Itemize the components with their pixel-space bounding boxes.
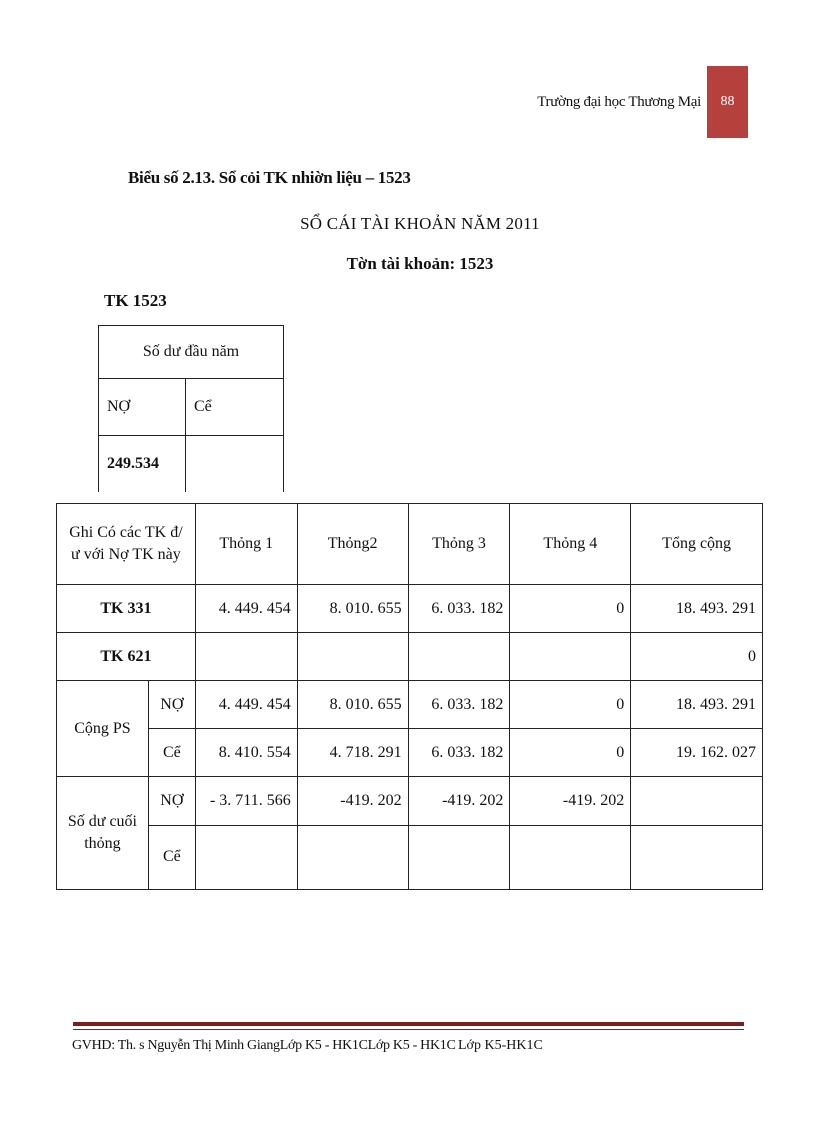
cell-value (297, 633, 408, 681)
total-header: Tổng cộng (631, 504, 763, 585)
table-row (57, 777, 763, 826)
debit-label: NỢ (148, 681, 195, 729)
cell-value: 8. 410. 554 (195, 729, 297, 777)
credit-label: Cể (148, 825, 195, 889)
month-header: Thỏng2 (297, 504, 408, 585)
corner-header: Ghi Có các TK đ/ ư với Nợ TK này (57, 504, 196, 585)
cell-value: 4. 449. 454 (195, 681, 297, 729)
cell-value: -419. 202 (408, 777, 510, 826)
page-number-badge (707, 66, 748, 138)
table-row (57, 729, 763, 777)
cell-value: 8. 010. 655 (297, 681, 408, 729)
opening-debit-label: NỢ (99, 379, 186, 436)
opening-debit-value: 249.534 (99, 436, 186, 493)
month-header: Thỏng 1 (195, 504, 297, 585)
cell-value (195, 633, 297, 681)
table-row (57, 633, 763, 681)
footer-class: Lớp K5-HK1C (458, 1038, 543, 1053)
figure-caption: Biểu số 2.13. Sổ cỏi TK nhiờn liệu – 1523 (128, 168, 411, 187)
opening-balance-heading: Số dư đầu năm (99, 326, 284, 379)
cell-value: 6. 033. 182 (408, 585, 510, 633)
account-code: TK 1523 (104, 291, 167, 310)
cong-ps-label: Cộng PS (57, 681, 149, 777)
row-total: 18. 493. 291 (631, 681, 763, 729)
row-total: 18. 493. 291 (631, 585, 763, 633)
month-header: Thỏng 4 (510, 504, 631, 585)
cell-value (408, 825, 510, 889)
cell-value: - 3. 711. 566 (195, 777, 297, 826)
cell-value (408, 633, 510, 681)
footer-rule (73, 1029, 744, 1030)
row-total (631, 777, 763, 826)
cell-value: 0 (510, 729, 631, 777)
cell-value: 0 (510, 681, 631, 729)
cell-value (510, 825, 631, 889)
cell-value: 0 (510, 585, 631, 633)
cell-value: 8. 010. 655 (297, 585, 408, 633)
row-total (631, 825, 763, 889)
school-name: Trường đại học Thương Mại (537, 94, 701, 110)
opening-credit-value (186, 436, 284, 493)
footer-instructor: GVHD: Th. s Nguyễn Thị Minh GiangLớp K5 - HK1CLớp K5 - HK1C (72, 1038, 456, 1053)
cell-value (510, 633, 631, 681)
row-total: 19. 162. 027 (631, 729, 763, 777)
row-total: 0 (631, 633, 763, 681)
opening-credit-label: Cể (186, 379, 284, 436)
ledger-title: SỔ CÁI TÀI KHOẢN NĂM 2011 (300, 214, 540, 233)
opening-balance-table (98, 325, 284, 492)
cell-value (195, 825, 297, 889)
cell-value: 6. 033. 182 (408, 729, 510, 777)
month-header: Thỏng 3 (408, 504, 510, 585)
credit-label: Cể (148, 729, 195, 777)
account-name: Tờn tài khoản: 1523 (346, 254, 494, 273)
cell-value: -419. 202 (510, 777, 631, 826)
table-row (57, 825, 763, 889)
table-row (57, 585, 763, 633)
table-header-row (57, 504, 763, 585)
ledger-table (56, 503, 763, 890)
cell-value (297, 825, 408, 889)
footer-rule (73, 1022, 744, 1026)
table-row (57, 681, 763, 729)
page-number: 88 (720, 94, 735, 109)
cell-value: 4. 718. 291 (297, 729, 408, 777)
cell-value: -419. 202 (297, 777, 408, 826)
cell-value: 4. 449. 454 (195, 585, 297, 633)
debit-label: NỢ (148, 777, 195, 826)
row-label: TK 331 (57, 585, 196, 633)
cell-value: 6. 033. 182 (408, 681, 510, 729)
row-label: TK 621 (57, 633, 196, 681)
closing-balance-label: Số dư cuối thỏng (57, 777, 149, 890)
